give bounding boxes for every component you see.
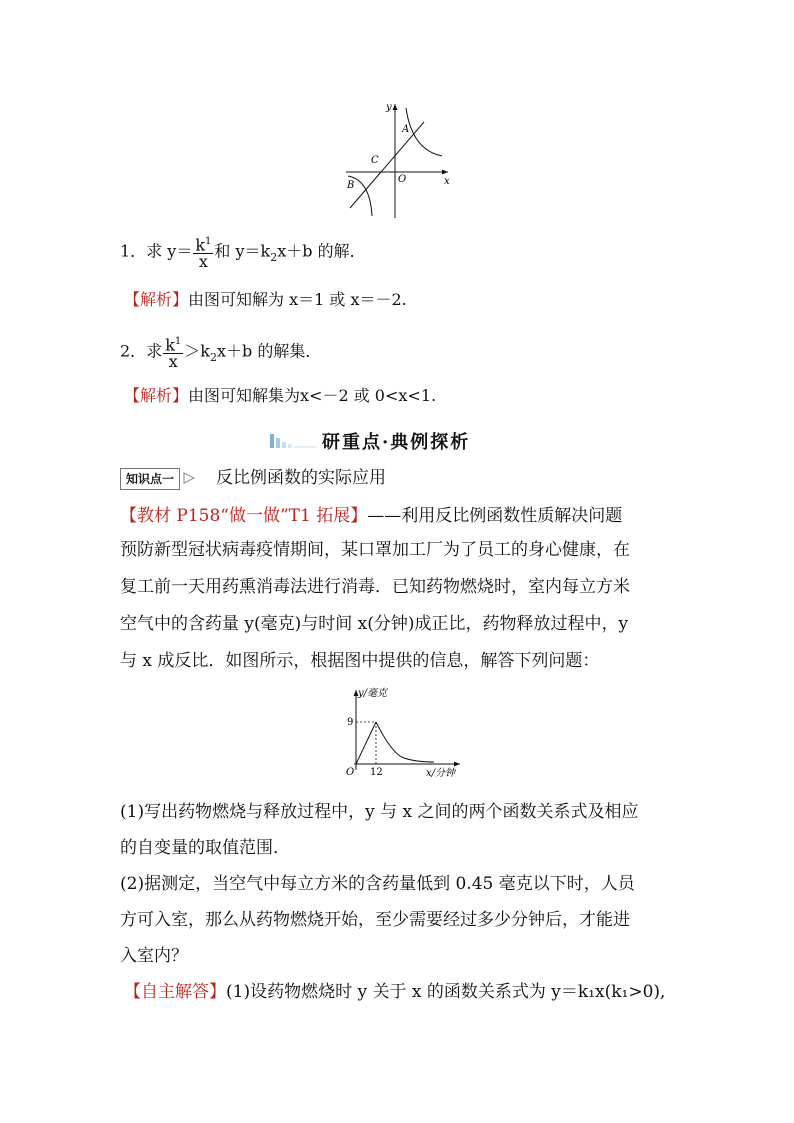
question-1-suffix: x＋b 的解．	[277, 241, 366, 261]
y-axis-label: y/毫克	[358, 688, 388, 699]
point-b-label: B	[347, 180, 355, 191]
fraction-superscript: 1	[205, 236, 212, 247]
point-a-label: A	[402, 124, 410, 135]
x-tick-label: 12	[370, 767, 383, 778]
origin-label: O	[398, 174, 407, 185]
question-line-5: 入室内？	[120, 946, 188, 966]
y-axis-label: y	[386, 102, 392, 113]
problem-line-1: 预防新型冠状病毒疫情期间，某口罩加工厂为了员工的身心健康，在	[120, 540, 630, 560]
question-2-mid: ＞k	[184, 341, 210, 361]
self-answer-tag: 【自主解答】	[124, 982, 226, 1002]
solution-text: (1)设药物燃烧时 y 关于 x 的函数关系式为 y＝k₁x(k₁>0),	[226, 982, 666, 1002]
answer-1	[124, 290, 407, 310]
question-1-prefix: 求 y＝	[146, 241, 193, 261]
fraction-k1-over-x	[163, 334, 183, 370]
question-2-prefix: 求	[146, 341, 163, 361]
problem-line-4: 与 x 成反比．如图所示，根据图中提供的信息，解答下列问题：	[120, 651, 600, 671]
arrow-icon	[182, 471, 196, 485]
knowledge-point-title: 反比例函数的实际应用	[216, 468, 386, 488]
problem-source-rest: ——利用反比例函数性质解决问题	[367, 506, 623, 526]
problem-line-2: 复工前一天用药熏消毒法进行消毒．已知药物燃烧时，室内每立方米	[120, 577, 630, 597]
solution-line	[124, 980, 665, 1004]
section-decoration-icon	[268, 430, 320, 452]
fraction-superscript: 1	[174, 336, 182, 347]
question-line-2: 的自变量的取值范围．	[120, 838, 290, 858]
question-1-subscript: 2	[270, 250, 278, 264]
question-2-suffix: x＋b 的解集．	[216, 341, 322, 361]
hyperbola-branch-first-quadrant	[406, 108, 442, 156]
y-tick-label: 9	[347, 717, 354, 728]
fraction-numerator: k	[165, 335, 175, 355]
answer-1-text: 由图可知解为 x＝1 或 x＝－2.	[188, 290, 407, 309]
problem-source	[120, 504, 622, 528]
question-1-number: 1．	[120, 241, 147, 261]
question-line-1: (1)写出药物燃烧与释放过程中，y 与 x 之间的两个函数关系式及相应	[120, 802, 639, 822]
figure-drug-concentration	[338, 684, 468, 784]
x-axis-label: x	[444, 176, 450, 187]
x-axis-label: x/分钟	[426, 768, 456, 779]
answer-2	[124, 386, 436, 406]
textbook-tag: 【教材 P158“做一做”T1 拓展】	[120, 506, 368, 526]
point-c-label: C	[371, 155, 379, 166]
knowledge-point-box: 知识点一	[120, 468, 180, 490]
fraction-denominator: x	[168, 352, 178, 372]
question-1-mid: 和 y＝k	[214, 241, 271, 261]
fraction-numerator: k	[195, 235, 206, 255]
analysis-tag: 【解析】	[124, 290, 189, 309]
question-2-number: 2．	[120, 341, 147, 361]
question-line-4: 方可入室，那么从药物燃烧开始，至少需要经过多少分钟后，才能进	[120, 910, 630, 930]
answer-2-text: 由图可知解集为x<－2 或 0<x<1.	[188, 386, 437, 405]
y-axis-arrow	[393, 104, 398, 110]
origin-label: O	[346, 767, 355, 778]
question-2-subscript: 2	[209, 350, 217, 364]
figure-hyperbola-line	[340, 100, 455, 220]
question-1	[120, 234, 366, 270]
question-line-3: (2)据测定，当空气中每立方米的含药量低到 0.45 毫克以下时，人员	[120, 874, 635, 894]
problem-line-3: 空气中的含药量 y(毫克)与时间 x(分钟)成正比，药物释放过程中，y	[120, 614, 629, 634]
linear-function-line	[350, 122, 424, 208]
linear-segment	[356, 722, 376, 764]
x-axis-arrow	[454, 762, 460, 767]
question-2	[120, 334, 321, 370]
fraction-denominator: x	[198, 252, 208, 272]
section-title: 研重点·典例探析	[322, 432, 471, 453]
x-axis-arrow	[442, 170, 448, 175]
fraction-k1-over-x	[193, 234, 213, 270]
analysis-tag: 【解析】	[124, 386, 189, 405]
inverse-curve	[376, 722, 434, 762]
